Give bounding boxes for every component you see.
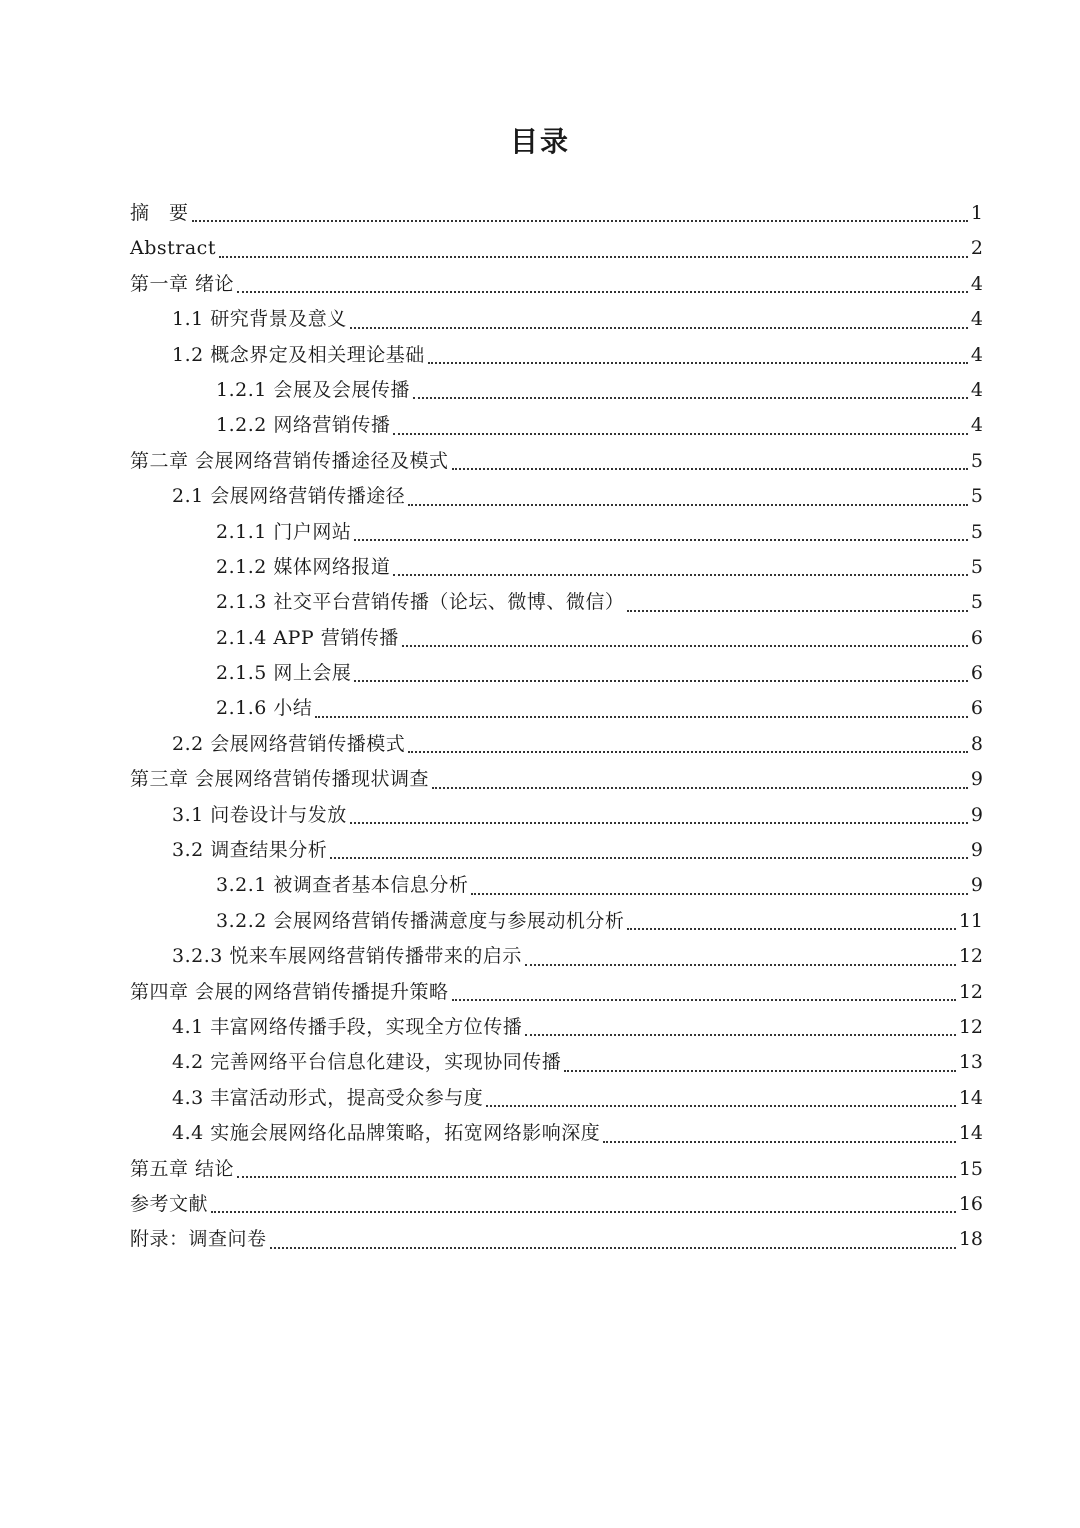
toc-entry[interactable] [130, 798, 983, 833]
dot-leader [486, 1105, 956, 1107]
toc-page-number: 5 [970, 449, 983, 472]
toc-entry[interactable] [130, 1045, 983, 1080]
dot-leader [350, 327, 968, 329]
toc-entry-title: 1.2 概念界定及相关理论基础 [172, 343, 425, 366]
toc-page-number: 9 [970, 768, 983, 791]
toc-page-number: 15 [958, 1157, 983, 1180]
toc-entry-title: 摘 要 [130, 201, 189, 224]
toc-entry[interactable] [130, 196, 983, 231]
dot-leader [350, 822, 968, 824]
toc-entry[interactable] [130, 1081, 983, 1116]
toc-page-number: 16 [958, 1192, 983, 1215]
toc-entry-title: 1.2.1 会展及会展传播 [216, 378, 410, 401]
dot-leader [192, 220, 968, 222]
toc-entry[interactable] [130, 479, 983, 514]
toc-entry-title: 2.1.4 APP 营销传播 [216, 626, 399, 649]
toc-entry[interactable] [130, 231, 983, 266]
toc-entry-title: 2.1.6 小结 [216, 697, 313, 720]
dot-leader [432, 787, 968, 789]
toc-entry[interactable] [130, 975, 983, 1010]
dot-leader [330, 857, 968, 859]
toc-page-number: 18 [958, 1228, 983, 1251]
toc-entry-title: 第四章 会展的网络营销传播提升策略 [130, 980, 449, 1003]
dot-leader [393, 433, 968, 435]
dot-leader [471, 893, 968, 895]
dot-leader [452, 468, 968, 470]
toc-entry[interactable] [130, 1010, 983, 1045]
toc-page-number: 4 [970, 414, 983, 437]
toc-entry-title: 3.2.3 悦来车展网络营销传播带来的启示 [172, 945, 522, 968]
toc-entry[interactable] [130, 515, 983, 550]
toc-entry[interactable] [130, 621, 983, 656]
dot-leader [627, 610, 968, 612]
dot-leader [315, 716, 968, 718]
toc-page-number: 5 [970, 555, 983, 578]
toc-page-number: 6 [970, 662, 983, 685]
toc-page-number: 4 [970, 308, 983, 331]
toc-page-number: 9 [970, 874, 983, 897]
dot-leader [413, 397, 968, 399]
toc-entry-title: 4.4 实施会展网络化品牌策略，拓宽网络影响深度 [172, 1122, 601, 1145]
toc-entry[interactable] [130, 338, 983, 373]
toc-entry-title: 4.1 丰富网络传播手段，实现全方位传播 [172, 1015, 523, 1038]
toc-page-number: 4 [970, 272, 983, 295]
dot-leader [564, 1070, 956, 1072]
toc-entry[interactable] [130, 1116, 983, 1151]
toc-entry-title: 3.1 问卷设计与发放 [172, 803, 347, 826]
toc-entry-title: 3.2.1 被调查者基本信息分析 [216, 874, 469, 897]
dot-leader [408, 751, 968, 753]
toc-page-number: 4 [970, 343, 983, 366]
dot-leader [525, 1034, 956, 1036]
toc-page-number: 6 [970, 697, 983, 720]
dot-leader [354, 680, 968, 682]
toc-page-number: 11 [958, 909, 983, 932]
toc-entry[interactable] [130, 444, 983, 479]
toc-entry[interactable] [130, 691, 983, 726]
dot-leader [603, 1141, 956, 1143]
toc-entry-title: 4.2 完善网络平台信息化建设，实现协同传播 [172, 1051, 562, 1074]
toc-entry[interactable] [130, 939, 983, 974]
toc-page-number: 2 [970, 237, 983, 260]
toc-page-number: 6 [970, 626, 983, 649]
toc-entry-title: Abstract [130, 237, 216, 260]
toc-entry[interactable] [130, 1187, 983, 1222]
toc-entry-title: 4.3 丰富活动形式，提高受众参与度 [172, 1086, 484, 1109]
toc-page-number: 9 [970, 803, 983, 826]
toc-entry[interactable] [130, 1152, 983, 1187]
toc-entry[interactable] [130, 373, 983, 408]
toc-page-number: 12 [958, 1015, 983, 1038]
dot-leader [211, 1211, 956, 1213]
toc-entry-title: 附录：调查问卷 [130, 1228, 267, 1251]
dot-leader [627, 928, 955, 930]
toc-entry-title: 2.1.5 网上会展 [216, 662, 352, 685]
toc-entry-title: 2.1.2 媒体网络报道 [216, 555, 391, 578]
toc-entry-title: 第二章 会展网络营销传播途径及模式 [130, 449, 449, 472]
toc-page-number: 5 [970, 485, 983, 508]
dot-leader [428, 362, 968, 364]
toc-entry[interactable] [130, 585, 983, 620]
dot-leader [270, 1247, 956, 1249]
dot-leader [237, 1176, 956, 1178]
toc-entry-title: 第三章 会展网络营销传播现状调查 [130, 768, 430, 791]
toc-entry-title: 2.1 会展网络营销传播途径 [172, 485, 406, 508]
toc-page-number: 12 [958, 945, 983, 968]
dot-leader [354, 539, 968, 541]
toc-page-number: 9 [970, 839, 983, 862]
toc-entry[interactable] [130, 302, 983, 337]
dot-leader [452, 999, 956, 1001]
toc-entry-title: 1.1 研究背景及意义 [172, 308, 347, 331]
toc-page-number: 13 [958, 1051, 983, 1074]
dot-leader [402, 645, 968, 647]
table-of-contents [130, 196, 983, 1258]
toc-entry-title: 2.2 会展网络营销传播模式 [172, 732, 406, 755]
toc-page-number: 5 [970, 591, 983, 614]
toc-entry-title: 3.2.2 会展网络营销传播满意度与参展动机分析 [216, 909, 625, 932]
toc-entry[interactable] [130, 833, 983, 868]
dot-leader [219, 256, 968, 258]
toc-entry-title: 3.2 调查结果分析 [172, 839, 328, 862]
toc-entry-title: 2.1.1 门户网站 [216, 520, 352, 543]
toc-page-number: 12 [958, 980, 983, 1003]
toc-entry[interactable] [130, 762, 983, 797]
toc-entry-title: 参考文献 [130, 1192, 209, 1215]
toc-entry[interactable] [130, 1222, 983, 1257]
dot-leader [408, 504, 968, 506]
toc-page-number: 5 [970, 520, 983, 543]
toc-page-number: 1 [970, 201, 983, 224]
toc-entry-title: 第五章 结论 [130, 1157, 235, 1180]
toc-entry[interactable] [130, 727, 983, 762]
toc-page-number: 4 [970, 378, 983, 401]
toc-entry[interactable] [130, 267, 983, 302]
toc-entry[interactable] [130, 904, 983, 939]
toc-entry-title: 1.2.2 网络营销传播 [216, 414, 391, 437]
dot-leader [525, 964, 956, 966]
toc-entry[interactable] [130, 408, 983, 443]
toc-entry-title: 第一章 绪论 [130, 272, 235, 295]
toc-entry[interactable] [130, 550, 983, 585]
dot-leader [237, 291, 968, 293]
toc-page-number: 8 [970, 732, 983, 755]
toc-entry[interactable] [130, 656, 983, 691]
toc-page-number: 14 [958, 1122, 983, 1145]
page-title: 目录 [509, 125, 570, 158]
toc-entry[interactable] [130, 868, 983, 903]
dot-leader [393, 574, 968, 576]
toc-entry-title: 2.1.3 社交平台营销传播（论坛、微博、微信） [216, 591, 625, 614]
toc-page-number: 14 [958, 1086, 983, 1109]
